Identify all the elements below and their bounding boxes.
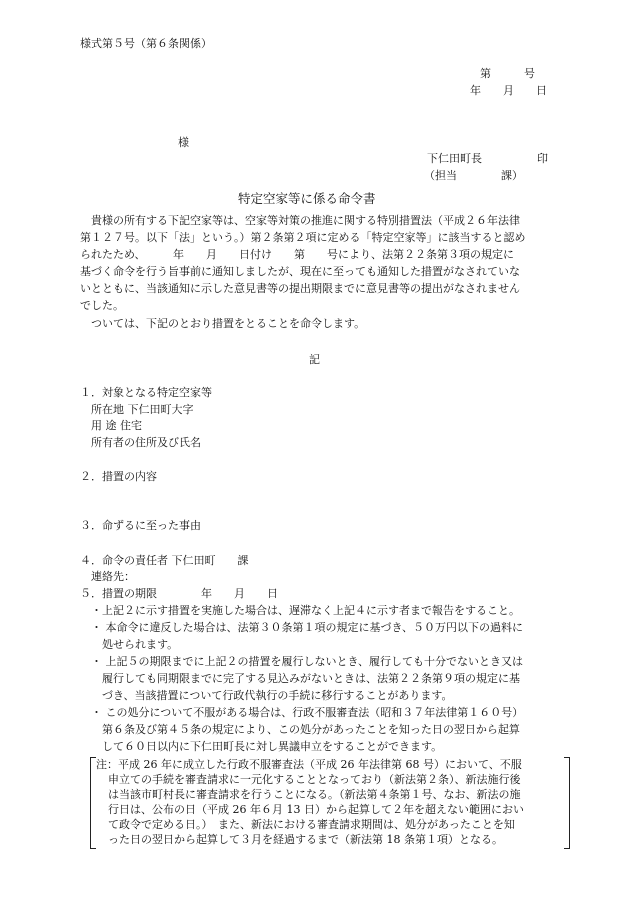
- note-line: 申立ての手続を審査請求に一元化することとなっており（新法第２条）、新法施行後: [108, 773, 521, 786]
- form-label: 様式第５号（第６条関係）: [80, 37, 212, 50]
- bullet-execution: ・ 上記５の期限までに上記２の措置を履行しないとき、履行しても十分でないとき又は: [91, 655, 524, 668]
- body-line: られたため、 年 月 日付け 第 号により、法第２２条第３項の規定に: [80, 248, 515, 261]
- item-1-owner: 所有者の住所及び氏名: [91, 436, 201, 449]
- item-2-heading: ２．措置の内容: [80, 470, 157, 483]
- body-line: 貴様の所有する下記空家等は、空家等対策の推進に関する特別措置法（平成２６年法律: [91, 214, 520, 227]
- body-line: でした。: [80, 299, 124, 312]
- bullet-report: ・上記２に示す措置を実施した場合は、遅滞なく上記４に示す者まで報告をすること。: [91, 604, 520, 617]
- document-title: 特定空家等に係る命令書: [238, 191, 376, 206]
- item-4-contact: 連絡先：: [91, 570, 135, 583]
- body-line: いとともに、当該通知に示した意見書等の提出期限までに意見書等の提出がなされません: [80, 282, 520, 295]
- bullet-penalty: ・ 本命令に違反した場合は、法第３０条第１項の規定に基づき、５０万円以下の過料に: [91, 621, 524, 634]
- item-1-location: 所在地 下仁田町大字: [91, 403, 194, 416]
- item-4-heading: ４．命令の責任者 下仁田町 課: [80, 554, 249, 567]
- issuer-line: 下仁田町長 印: [427, 152, 548, 165]
- addressee-honorific: 様: [178, 136, 189, 149]
- bullet-appeal: ・ この処分について不服がある場合は、行政不服審査法（昭和３７年法律第１６０号）: [91, 706, 524, 719]
- note-line: は当該市町村長に審査請求を行うことになる。（新法第４条第１号、なお、新法の施: [108, 788, 521, 801]
- bullet-appeal-cont: して６０日以内に下仁田町長に対し異議申立をすることができます。: [102, 740, 443, 753]
- document-number: 第 号: [480, 67, 535, 80]
- note-line: 行日は、公布の日（平成 26 年６月 13 日）から起算して２年を超えない範囲におい: [108, 803, 524, 816]
- note-line: 注：平成 26 年に成立した行政不服審査法（平成 26 年法律第 68 号）において、不服: [96, 758, 522, 771]
- note-bracket-right: [564, 757, 570, 849]
- document-date: 年 月 日: [470, 84, 547, 97]
- note-line: て政令で定める日。） また、新法における審査請求期間は、処分があったことを知: [108, 818, 515, 831]
- body-command: ついては、下記のとおり措置をとることを命令します。: [91, 317, 366, 330]
- body-line: 基づく命令を行う旨事前に通知しましたが、現在に至っても通知した措置がなされていな: [80, 265, 520, 278]
- contact-department: （担当 課）: [424, 169, 523, 182]
- item-1-heading: １．対象となる特定空家等: [80, 386, 212, 399]
- ki-heading: 記: [309, 353, 320, 366]
- note-line: った日の翌日から起算して３月を経過するまで（新法第 18 条第１項）となる。: [108, 833, 503, 846]
- item-3-heading: ３．命ずるに至った事由: [80, 519, 201, 532]
- item-5-heading: ５．措置の期限 年 月 日: [80, 587, 278, 600]
- bullet-execution-cont: づき、当該措置について行政代執行の手続に移行することがあります。: [102, 689, 453, 702]
- note-box: [96, 757, 562, 849]
- bullet-execution-cont: 履行しても同期限までに完了する見込みがないときは、法第２２条第９項の規定に基: [102, 672, 520, 685]
- bullet-appeal-cont: 第６条及び第４５条の規定により、この処分があったことを知った日の翌日から起算: [102, 723, 520, 736]
- item-1-use: 用 途 住宅: [91, 419, 142, 432]
- bullet-penalty-cont: 処せられます。: [102, 638, 179, 651]
- body-line: 第１２７号。以下「法」という。）第２条第２項に定める「特定空家等」に該当すると認め: [80, 231, 526, 244]
